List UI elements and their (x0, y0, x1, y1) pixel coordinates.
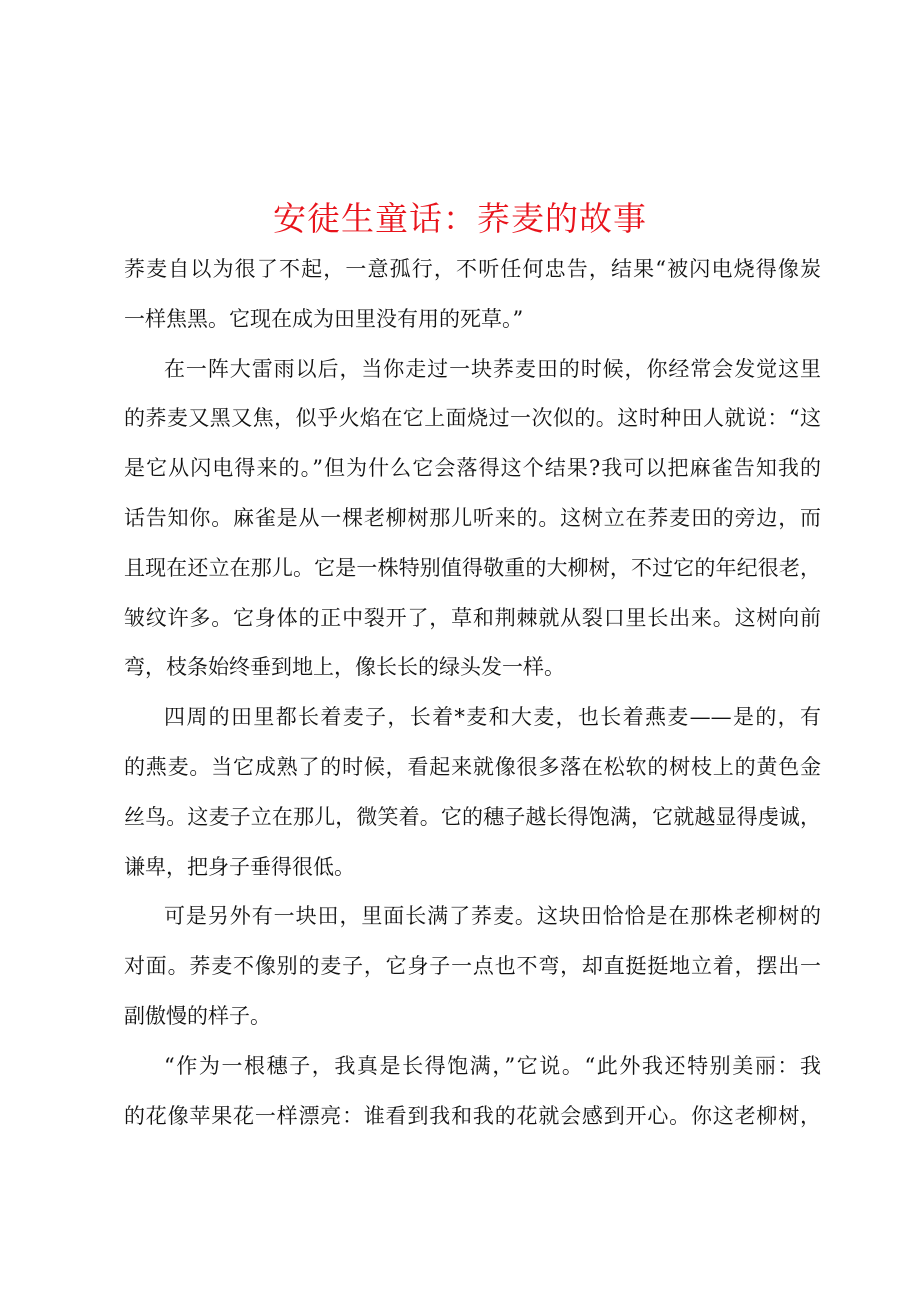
text-line: 的燕麦。当它成熟了的时候，看起来就像很多落在松软的树枝上的黄色金 (124, 754, 821, 779)
text-line: 是它从闪电得来的。”但为什么它会落得这个结果?我可以把麻雀告知我的 (124, 456, 821, 481)
text-line: 皱纹许多。它身体的正中裂开了，草和荆棘就从裂口里长出来。这树向前 (124, 605, 821, 630)
text-line: 副傲慢的样子。 (124, 1003, 271, 1028)
document-title: 安徒生童话：荞麦的故事 (273, 199, 647, 238)
paragraph (124, 1050, 821, 1150)
paragraph (124, 353, 821, 702)
paragraph (124, 900, 821, 1049)
text-line: 的荞麦又黑又焦，似乎火焰在它上面烧过一次似的。这时种田人就说：“这 (124, 406, 821, 431)
text-line: 弯，枝条始终垂到地上，像长长的绿头发一样。 (124, 655, 565, 680)
text-line: 对面。荞麦不像别的麦子，它身子一点也不弯，却直挺挺地立着，摆出一 (124, 954, 821, 979)
text-line: 话告知你。麻雀是从一棵老柳树那儿听来的。这树立在荞麦田的旁边，而 (124, 505, 821, 530)
paragraph (124, 701, 821, 900)
text-line: 可是另外有一块田，里面长满了荞麦。这块田恰恰是在那株老柳树的 (164, 904, 821, 929)
document-body (124, 253, 821, 1149)
text-line: 荞麦自以为很了不起，一意孤行，不听任何忠告，结果“被闪电烧得像炭 (124, 257, 821, 281)
text-line: 谦卑，把身子垂得很低。 (124, 854, 355, 879)
text-line: 在一阵大雷雨以后，当你走过一块荞麦田的时候，你经常会发觉这里 (164, 356, 821, 381)
text-line: 且现在还立在那儿。它是一株特别值得敬重的大柳树，不过它的年纪很老， (124, 555, 821, 580)
paragraph (124, 253, 821, 353)
text-line: 的花像苹果花一样漂亮：谁看到我和我的花就会感到开心。你这老柳树， (124, 1103, 821, 1128)
text-line: 丝鸟。这麦子立在那儿，微笑着。它的穗子越长得饱满，它就越显得虔诚， (124, 804, 821, 829)
text-line: 一样焦黑。它现在成为田里没有用的死草。” (124, 306, 524, 331)
text-line: 四周的田里都长着麦子，长着*麦和大麦，也长着燕麦——是的，有 (164, 705, 821, 730)
text-line: “作为一根穗子，我真是长得饱满，”它说。“此外我还特别美丽：我 (164, 1053, 821, 1078)
